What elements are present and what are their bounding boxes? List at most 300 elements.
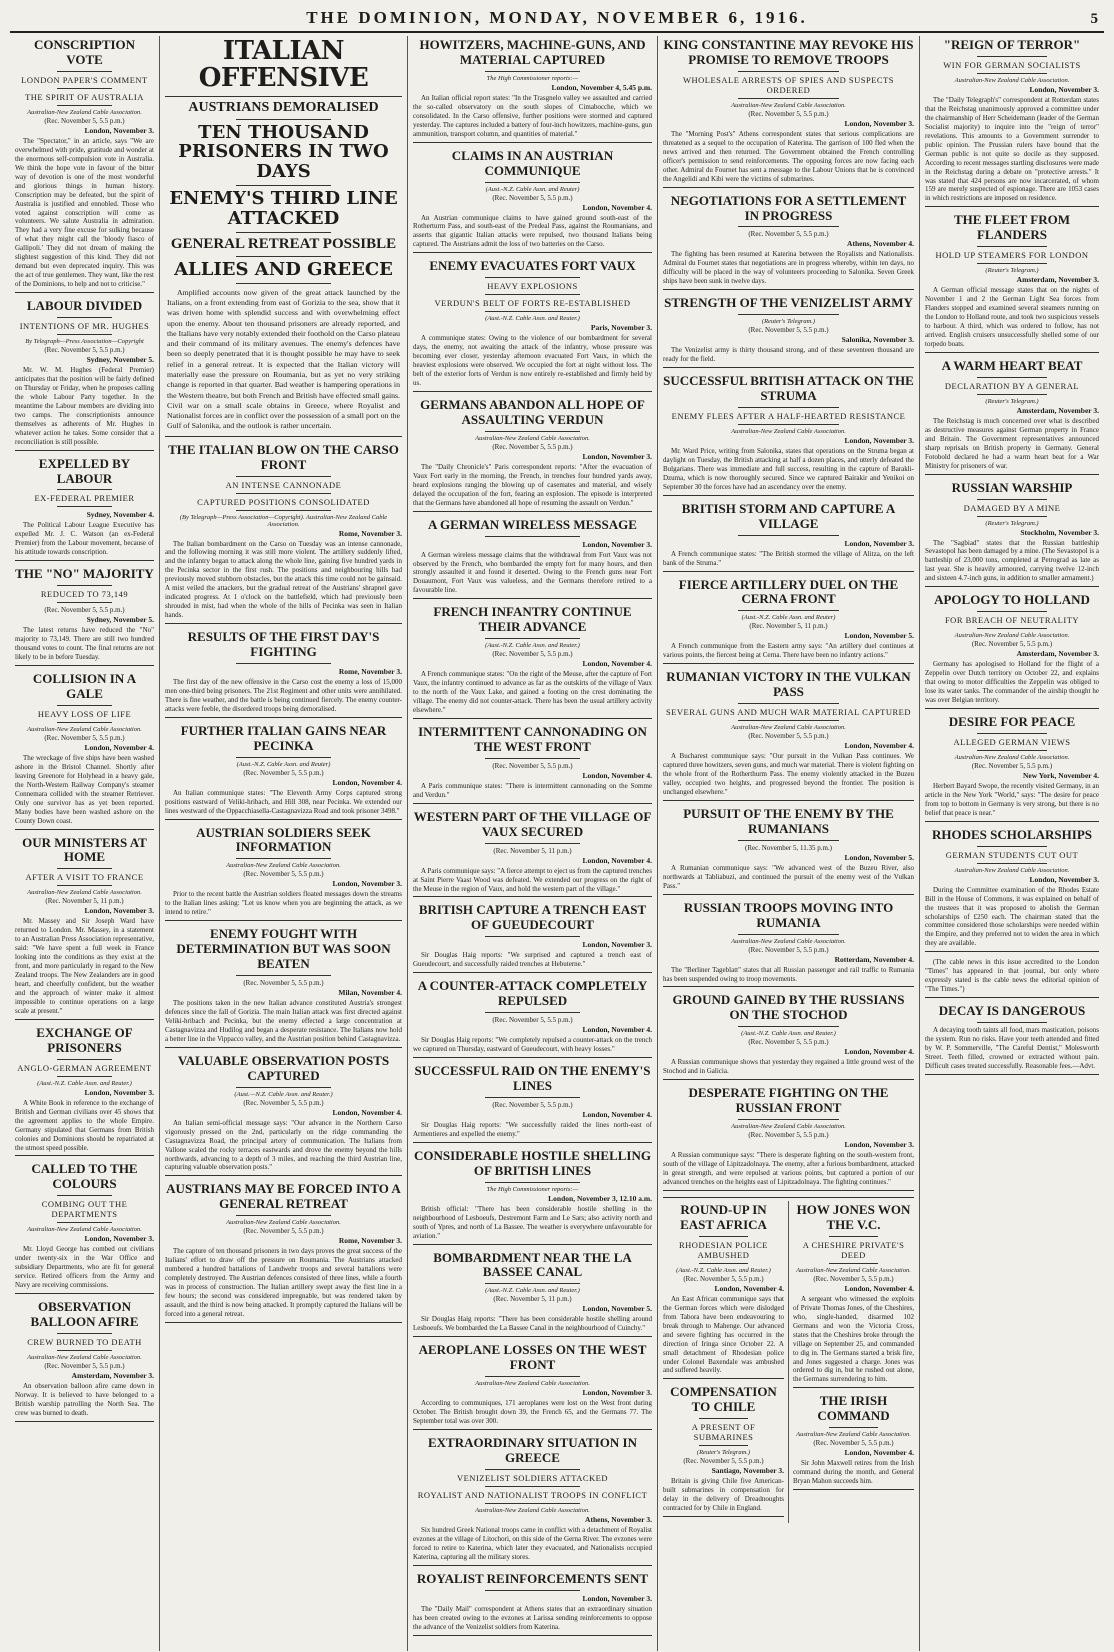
received-time: (Rec. November 5, 5.5 p.m.) <box>243 1098 324 1107</box>
dateline: London, November 4. <box>714 1283 784 1293</box>
article-subheadline: CREW BURNED TO DEATH <box>27 1337 142 1347</box>
article-headline: RESULTS OF THE FIRST DAY'S FIGHTING <box>187 629 380 660</box>
article <box>413 518 652 600</box>
article-headline: AEROPLANE LOSSES ON THE WEST FRONT <box>418 1342 647 1373</box>
dateline: Salonika, November 3. <box>841 335 914 345</box>
dateline: New York, November 4. <box>1022 770 1099 780</box>
dateline: Rotterdam, November 4. <box>834 954 914 964</box>
dateline: London, November 3. <box>582 451 652 461</box>
article-body: A Rumanian communique says: "We advanced west of the Buzeu River, also northwards at Tabliabuzi, and continued the pursuit of the enemy west of the Vulkan Pass." <box>663 863 914 890</box>
twin-left <box>663 1201 789 1523</box>
article <box>663 578 914 665</box>
article-headline: STRENGTH OF THE VENIZELIST ARMY <box>664 295 913 311</box>
article-headline: APOLOGY TO HOLLAND <box>934 592 1090 608</box>
agency-credit: (Aust.-N.Z. Cable Assn. and Reuter) <box>741 614 836 622</box>
article-body: The "Daily Chronicle's" Paris correspondent reports: "After the evacuation of Vaux Fort early in the morning, the French, in trenches four hundred yards away, heard explosions ranging the blowing up of casemates and material, and wisely delayed the occupation of the fort, fearing an explosion. The episode is interpreted that the Germans have abandoned all hope of resuming the assault on Verdun." <box>413 462 652 507</box>
divider <box>793 1489 914 1490</box>
article-body: Herbert Bayard Swope, the recently visited Germany, in an article in the New York "World," says: "The desire for peace from top to bottom in Germany is very strong, but there is no belief that peace is near." <box>925 781 1099 817</box>
article-headline: A WARM HEART BEAT <box>941 357 1083 373</box>
article-subheadline: REDUCED TO 73,149 <box>40 589 129 600</box>
divider <box>738 1119 838 1120</box>
article <box>663 1203 784 1379</box>
article-headline: BRITISH CAPTURE A TRENCH EAST OF GUEUDECOURT <box>418 902 647 933</box>
dateline: London, November 4, 5.45 p.m. <box>551 82 652 92</box>
received-time: (Rec. November 5, 5.5 p.m.) <box>492 650 573 659</box>
article-body: Sir Douglas Haig reports: "We completely repulsed a counter-attack on the trench we captured on Thursday, eastward of Gueudecourt, with heavy losses." <box>413 1036 652 1054</box>
article-body: A White Book in reference to the exchange of British and German civilians over 45 shows that the agreement applies to the whole Empire. Germany stipulated that Germans from British colonies and Dominions should be repatriated at the utmost speed possible. <box>15 1098 154 1152</box>
divider <box>977 863 1047 864</box>
divider <box>413 252 652 253</box>
divider <box>738 314 838 315</box>
article-body: The "Morning Post's" Athens correspondent states that serious complications are threatened as a sequel to the occupation of Katerina. The garrison of 100 fled when the news arrived and then returned. The Government obtained the French controlling officer's permission to send reinforcements. The opposing forces are now facing each other. Admiral du Fournet has sent a message to the Labour Unions that he is convinced the Angelidi and Kibi were the victims of submarines. <box>663 129 914 183</box>
article-body: An Italian communique states: "The Eleventh Army Corps captured strong positions eastward of Veliki-hribach, and Hill 308, near Pecinka. We extended our lines westward of the Oppacchiasella-Castagnavizza Road and took prisoner 3498." <box>165 788 402 815</box>
article-subheadline: WIN FOR GERMAN SOCIALISTS <box>943 59 1081 70</box>
agency-credit: Australian-New Zealand Cable Association. <box>475 1380 590 1388</box>
agency-credit: The High Commissioner reports:— <box>486 74 579 82</box>
dateline: Paris, November 3. <box>590 323 652 333</box>
divider <box>236 757 331 758</box>
divider <box>738 703 838 704</box>
article <box>413 1436 652 1566</box>
article <box>413 38 652 143</box>
article-headline: KING CONSTANTINE MAY REVOKE HIS PROMISE TO REMOVE TROOPS <box>663 37 914 67</box>
article-headline: RUMANIAN VICTORY IN THE VULKAN PASS <box>666 669 911 700</box>
divider <box>15 1019 154 1020</box>
agency-credit: Australian-New Zealand Cable Association. <box>475 434 590 442</box>
divider <box>236 975 331 976</box>
divider <box>413 972 652 973</box>
agency-credit: (Aust.-N.Z. Cable Assn. and Reuter.) <box>741 1030 836 1038</box>
divider <box>413 598 652 599</box>
divider <box>663 1378 784 1379</box>
dateline: London, November 5. <box>844 852 914 862</box>
banner-headline-2: AUSTRIANS DEMORALISED <box>188 99 379 115</box>
article <box>925 213 1099 353</box>
dateline: London, November 3. <box>1029 874 1099 884</box>
dateline: Rome, November 3. <box>338 528 402 538</box>
dateline: Santiago, November 3. <box>711 1466 784 1476</box>
divider <box>413 718 652 719</box>
article-body: During the Committee examination of the Rhodes Estate Bill in the House of Commons, it was explained on behalf of the trustees that it was proposed to abolish the German scholarships of £250 each. The chairman stated that the committee considered those scholarships were needed within the Empire, and they preferred not to widen the area in which they are available. <box>925 885 1099 948</box>
article-subheadline: SEVERAL GUNS AND MUCH WAR MATERIAL CAPTURED <box>665 707 912 718</box>
dateline: London, November 4. <box>582 1109 652 1119</box>
article <box>165 1054 402 1177</box>
agency-credit: Australian-New Zealand Cable Association. <box>731 101 846 109</box>
divider <box>663 800 914 801</box>
received-time: (Rec. November 5, 5.5 p.m.) <box>683 1274 764 1283</box>
received-time: (Rec. November 5, 5.5 p.m.) <box>748 1038 829 1047</box>
article-headline: HOW JONES WON THE V.C. <box>796 1201 911 1232</box>
article-subheadline: A CHESHIRE PRIVATE'S DEED <box>802 1239 905 1260</box>
divider <box>485 1486 581 1487</box>
article-body: A Bucharest communique says: "Our pursuit in the Vulkan Pass continues. We captured three howitzers, seven guns, and much war material. There is violent fighting on the whole front of the Rotherthurm Pass. The enemy violently attacked in the Buzeu valley, occupied two heights, and progressed beyond the frontier. The position is unchanged elsewhere." <box>663 752 915 797</box>
article-headline: COMPENSATION TO CHILE <box>670 1384 777 1415</box>
divider <box>236 1215 331 1216</box>
agency-credit: Australian-New Zealand Cable Association. <box>27 725 142 733</box>
article <box>663 807 914 895</box>
banner-block <box>165 38 402 437</box>
article <box>413 1572 652 1636</box>
article <box>663 194 914 291</box>
divider <box>165 1175 402 1176</box>
divider <box>663 1079 914 1080</box>
received-time: (Rec. November 5, 5.5 p.m.) <box>748 732 829 741</box>
divider <box>413 1336 652 1337</box>
divider <box>663 1190 914 1191</box>
divider <box>925 708 1099 709</box>
divider <box>485 182 581 183</box>
banner-headline-main: ITALIAN OFFENSIVE <box>198 36 369 94</box>
article <box>413 725 652 804</box>
divider <box>57 105 113 106</box>
dateline: Amsterdam, November 3. <box>71 1371 154 1380</box>
dateline: London, November 4. <box>844 1283 914 1293</box>
article-subheadline: ENEMY FLEES AFTER A HALF-HEARTED RESISTANCE <box>671 411 906 421</box>
divider <box>413 1142 652 1143</box>
divider <box>485 311 581 312</box>
divider <box>829 1236 877 1237</box>
article-headline: PURSUIT OF THE ENEMY BY THE RUMANIANS <box>683 805 894 836</box>
article-headline: COLLISION IN A GALE <box>32 671 137 701</box>
divider <box>663 571 914 572</box>
divider <box>977 263 1047 264</box>
banner-headline-3: TEN THOUSAND PRISONERS IN TWO DAYS <box>178 121 389 183</box>
agency-credit: Australian-New Zealand Cable Association. <box>731 428 846 435</box>
received-time: (Rec. November 5, 5.5 p.m.) <box>971 761 1053 770</box>
article-headline: RUSSIAN TROOPS MOVING INTO RUMANIA <box>683 899 894 930</box>
divider <box>485 936 581 937</box>
article-body: A French communique from the Eastern army says: "An artillery duel continues at various points, the fiercest being at Cerna. There have been no infantry actions." <box>663 642 914 660</box>
divider <box>57 1076 113 1077</box>
divider <box>57 885 113 886</box>
divider <box>977 611 1047 612</box>
divider <box>236 283 331 284</box>
dateline: London, November 3. <box>844 118 914 128</box>
article-headline: GERMANS ABANDON ALL HOPE OF ASSAULTING VERDUN <box>420 396 645 427</box>
dateline: London, November 3. <box>582 940 652 950</box>
received-time: (Rec. November 5, 5.5 p.m.) <box>44 733 125 742</box>
article-body: A French communique states: "On the right of the Meuse, after the capture of Fort Vaux, the infantry continued to advance as far as the outskirts of the village of Vaux to the north of the Vaux Lake, and gained a footing on the crest dominating the village. The enemy did not counter-attack. There has been the usual artillery activity elsewhere." <box>413 670 652 715</box>
article-headline: GROUND GAINED BY THE RUSSIANS ON THE STOCHOD <box>672 992 905 1023</box>
divider <box>485 1469 581 1470</box>
divider <box>663 663 914 664</box>
agency-credit: (Reuter's Telegram.) <box>696 1449 751 1457</box>
agency-credit: (Reuter's Telegram.) <box>761 318 816 326</box>
dateline: Sydney, November 4. <box>86 510 154 520</box>
article-headline: THE IRISH COMMAND <box>817 1393 890 1424</box>
divider <box>165 717 402 718</box>
divider <box>236 476 331 477</box>
dateline: Amsterdam, November 3. <box>1016 275 1099 285</box>
received-time: (Rec. November 5, 11 p.m.) <box>493 846 572 855</box>
divider <box>977 56 1047 57</box>
received-time: (Rec. November 5, 5.5 p.m.) <box>44 1362 125 1370</box>
divider <box>663 1197 914 1198</box>
received-time: (Rec. November 5, 5.5 p.m.) <box>813 1439 894 1448</box>
divider <box>413 1635 652 1636</box>
agency-credit: Australian-New Zealand Cable Association. <box>954 753 1070 761</box>
divider <box>485 1283 581 1284</box>
divider <box>699 1263 747 1264</box>
divider <box>57 88 113 89</box>
received-time: (Rec. November 5, 5.5 p.m.) <box>44 116 125 125</box>
article-body: Sir Douglas Haig reports: "There has been considerable hostile shelling around Lesboeufs. We bombarded the La Bassee Canal in the neighbourhood of Cuinchy." <box>413 1315 652 1333</box>
dateline: London, November 3. <box>84 906 154 916</box>
article-body: The Venizelist army is thirty thousand strong, and of these seventeen thousand are ready for the field. <box>663 346 914 364</box>
divider <box>57 1222 113 1223</box>
received-time: (Rec. November 5, 5.5 p.m.) <box>683 1457 764 1466</box>
article-body: The latest returns have reduced the "No" majority to 73,149. There are still two hundred thousand votes to count. The final returns are not likely to be in before Tuesday. <box>15 626 154 662</box>
article <box>663 374 914 496</box>
dateline: London, November 3. <box>582 1388 652 1398</box>
divider <box>165 819 402 820</box>
received-time: (Rec. November 5, 11 p.m.) <box>493 1295 572 1304</box>
agency-credit: Australian-New Zealand Cable Association. <box>954 76 1070 84</box>
divider <box>663 495 914 496</box>
page-number: 5 <box>1090 11 1098 27</box>
article <box>15 1026 154 1157</box>
dateline: London, November 3. <box>582 539 652 549</box>
agency-credit: (Reuter's Telegram.) <box>985 519 1039 527</box>
article-body: An observation balloon afire came down in Norway. It is believed to have belonged to a British warship patrolling the North Sea. The crew was burned to death. <box>15 1382 154 1417</box>
article-headline: FRENCH INFANTRY CONTINUE THEIR ADVANCE <box>433 604 632 635</box>
article-headline: SUCCESSFUL BRITISH ATTACK ON THE STRUMA <box>663 373 914 404</box>
dateline: Sydney, November 5. <box>86 355 154 365</box>
received-time: (Rec. November 5, 5.5 p.m.) <box>243 979 324 988</box>
lead-summary: Amplified accounts now given of the great attack launched by the Italians, on a front extending from east of Gorizia to the sea, show that it was driven home with splendid success and with overwhelming effect upon the enemy. About ten thousand prisoners are already reported, and the Italians have very notably extended their foothold on the Carso plateau and their command of its military avenues. The enemy's defences have been so deeply penetrated that it is thought possible he may have to seek relief in a general retreat. It is expected that the Italian victory will materially ease the pressure on Roumania, but as yet no very striking change is reported in that quarter. Bad weather is hampering operations in the Western theatre, but both French and British have effected small gains. Civil war on a small scale obtains in Greece, where Royalist and Nationalist forces are in conflict over the possession of a small port on the Gulf of Salonika, and the outlook is rather uncertain. <box>167 287 400 431</box>
article-headline: CALLED TO THE COLOURS <box>31 1161 138 1192</box>
article-body: The "Berliner Tageblatt" states that all Russian passenger and rail traffic to Rumania has been suspended owing to troop movements. <box>663 965 914 983</box>
divider <box>793 1387 914 1388</box>
divider <box>977 846 1047 847</box>
divider <box>15 292 154 293</box>
article-headline: WESTERN PART OF THE VILLAGE OF VAUX SECURED <box>413 808 652 839</box>
divider <box>413 1565 652 1566</box>
dateline: London, November 3. <box>844 436 914 445</box>
divider <box>738 424 838 425</box>
divider <box>738 535 838 536</box>
article-headline: HOWITZERS, MACHINE-GUNS, AND MATERIAL CAPTURED <box>419 37 646 67</box>
divider <box>485 1012 581 1013</box>
article <box>925 359 1099 475</box>
article-subheadline: CAPTURED POSITIONS CONSOLIDATED <box>197 496 370 507</box>
agency-credit: Australian-New Zealand Cable Association. <box>731 1123 846 1131</box>
divider <box>485 1590 581 1591</box>
divider <box>57 317 113 318</box>
received-time: (Rec. November 5, 5.5 p.m.) <box>748 945 829 954</box>
article <box>925 715 1099 822</box>
article-body: Six hundred Greek National troops came in conflict with a detachment of Royalist evzones at the village of Litochori, on this side of the Gerna River. The evzones were forced to retire to Katerina, which later they evacuated, and Nationalists occupied Katerina, capturing all the military stores. <box>413 1525 652 1561</box>
article-body: The capture of ten thousand prisoners in two days proves the great success of the Italians' effort to draw off the pressure on Roumania. The Austrians attacked numbered a hundred battalions of Landwehr troops and several battalions were completely destroyed. The Austrian defences consisted of three lines, while a fourth was in process of construction. The Italian artillery swept away the first line in a few hours; the second was considered impregnable, but was rendered taken by assault, and the third is now being attacked. It promptly captured the Italians will be forced into a general retreat. <box>165 1247 402 1318</box>
article-body: A Russian communique shows that yesterday they regained a little ground west of the Stochod and in Galicia. <box>663 1058 914 1076</box>
article-body: Germany has apologised to Holland for the flight of a Zeppelin over Dutch territory on October 22, and explains that owing to motor difficulties the Zeppelin was obliged to lose its water tanks. The commander of the airship thought he was over Belgian territory. <box>925 660 1099 705</box>
agency-credit: (Aust.-N.Z. Cable Assn. and Reuter) <box>236 760 331 768</box>
article <box>663 502 914 572</box>
divider <box>15 1155 154 1156</box>
divider <box>15 450 154 451</box>
article-subheadline: HEAVY LOSS OF LIFE <box>37 708 132 719</box>
dateline: Sydney, November 5. <box>86 615 154 625</box>
divider <box>165 436 402 437</box>
divider <box>829 1427 877 1428</box>
divider <box>236 256 331 257</box>
article-subheadline: WHOLESALE ARRESTS OF SPIES AND SUSPECTS ORDERED <box>682 74 895 95</box>
column-4 <box>658 36 920 1651</box>
article-subheadline: LONDON PAPER'S COMMENT <box>21 74 148 85</box>
article-headline: FIERCE ARTILLERY DUEL ON THE CERNA FRONT <box>678 576 899 607</box>
received-time: (Rec. November 5, 5.5 p.m.) <box>243 1227 324 1236</box>
article-body: Sir Douglas Haig reports: "We surprised and captured a trench east of Gueudecourt, and successfully raided trenches at Hebuterne." <box>413 951 652 969</box>
article-headline: ROUND-UP IN EAST AFRICA <box>680 1201 767 1232</box>
divider <box>413 142 652 143</box>
received-time: (Rec. November 5, 5.5 p.m.) <box>748 1131 829 1140</box>
article <box>925 38 1099 207</box>
dateline: Milan, November 4. <box>338 988 402 998</box>
agency-credit: Australian-New Zealand Cable Association. <box>731 724 846 732</box>
article-body: The positions taken in the new Italian advance constituted Austria's strongest defences since the fall of Gorizia. The main Italian attack was first directed against Veliki-hribach and Pecinka, but the enemy effected a large concentration at Castagnavizza and Hudilog and began a desperate resistance. The Italians now hold a better line in the Vippacco valley, and the Austrian position behind Castagnavizza. <box>165 999 402 1043</box>
article-body: The first day of the new offensive in the Carso cost the enemy a loss of 15,000 men one-third being prisoners. The 21st Regiment and other units were annihilated. There is fine weather, and the battle is being continued fiercely. The enemy counter-attacks were feeble, the disordered troops being demoralised. <box>165 677 402 713</box>
received-time: (Rec. November 5, 5.5 p.m.) <box>492 193 573 202</box>
divider <box>977 1022 1047 1023</box>
article-subheadline: ROYALIST AND NATIONALIST TROOPS IN CONFLICT <box>417 1489 648 1500</box>
article-body: The Reichstag is much concerned over what is described as destructive measures against German property in France and Britain. The Government representatives announced sharp reprisals on British property in Germany. General Fotobold declared he had a warm heart beat for a War Ministry for prisoners of war. <box>925 416 1099 470</box>
article <box>413 149 652 254</box>
article-body: A German wireless message claims that the withdrawal from Fort Vaux was not observed by the French, who bombarded the empty fort for many hours, and then strongly assaulted it and found it deserted. Owing to the French guns near Fort Douaumont, Fort Vaux was valueless, and the Germans therefore retired to a favourable line. <box>413 550 652 595</box>
divider <box>57 1059 113 1060</box>
dateline: Rome, November 3. <box>338 1236 402 1246</box>
divider <box>485 758 581 759</box>
article-subheadline: VERDUN'S BELT OF FORTS RE-ESTABLISHED <box>434 298 631 309</box>
article <box>413 1064 652 1143</box>
agency-credit: Australian-New Zealand Cable Association. <box>27 1354 142 1361</box>
dateline: Rome, November 3. <box>338 666 402 676</box>
article-subheadline: RHODESIAN POLICE AMBUSHED <box>679 1239 768 1260</box>
divider <box>977 377 1047 378</box>
article-body: (The cable news in this issue accredited to the London "Times" has appeared in that journal, but only where expressly stated is the cable news the editorial opinion of "The Times.") <box>925 958 1099 994</box>
article-subheadline: VENIZELIST SOLDIERS ATTACKED <box>456 1472 609 1483</box>
column-2-articles <box>165 443 402 1323</box>
article-body: The "Daily Telegraph's" correspondent at Rotterdam states that the Reichstag unanimously approved a committee under the chairmanship of Herr Scheidemann (leader of the German Socialist majority) to inquire into the "reign of terror" revelations. This amounts to a Government surrender to public opinion. The Prussian rulers have bound that the German public is not quite so docile as they supposed. According to recent messages startling disclosures were made in the Reichstag during a debate on "protective arrests." It was stated that 424 persons are now incarcerated, of whom 159 are merely suspected of espionage. There are 1053 cases in which restrictions are imposed on residence. <box>925 95 1099 203</box>
article <box>15 567 154 666</box>
article-subheadline: COMBING OUT THE DEPARTMENTS <box>41 1199 128 1220</box>
dateline: London, November 4. <box>844 1448 914 1458</box>
received-time: (Rec. November 5, 5.5 p.m.) <box>243 870 324 879</box>
received-time: (Rec. November 5, 5.5 p.m.) <box>748 230 829 239</box>
divider <box>485 1503 581 1504</box>
dateline: London, November 3. <box>84 125 154 135</box>
dateline: London, November 3. <box>332 879 402 889</box>
article-body: An Italian official report states: "In the Trasgnelo valley we assaulted and carried the so-called observatory on the south slopes of Cimabocche, which we consolidated. In the Carso offensive, further positions were stormed and captured yesterday. The captures included a battery of four-inch howitzers, machine-guns, gun ammunition, transport column, and quantities of material." <box>413 93 652 138</box>
article-headline: RUSSIAN WARSHIP <box>951 479 1073 495</box>
dateline: London, November 4. <box>844 741 914 751</box>
divider <box>236 232 331 233</box>
columns <box>10 36 1104 1651</box>
article-body: The "Spectator," in an article, says "We are overwhelmed with pride, gratitude and wonder at the enormous self-compulsion vote in Australia. We think the hope vote in favour of the bitter way of devotion is one of the most wonderful and glorious things in human history. Conscription may be defeated, but the spirit of Australia is justified and ennobled. Those who voted against conscription will come as volunteers. We salute Australia in admiration. They had a very fine excuse for sulking because of what they might call the 'bloody fiasco of Gallipoli.' They did not dream of making the slightest suggestion of this kind. They did not demand but even deprecated inquiry. This was the act of true gentlemen. They want, like the rest of the Dominions, to help and not to criticise." <box>15 136 154 289</box>
divider <box>738 98 838 99</box>
article <box>165 443 402 624</box>
article <box>413 259 652 392</box>
agency-credit: Australian-New Zealand Cable Association. <box>226 862 341 870</box>
agency-credit: (Aust.-N.Z. Cable Assn. and Reuter.) <box>676 1266 771 1274</box>
dateline: London, November 5. <box>582 1304 652 1314</box>
divider <box>57 602 113 603</box>
article <box>413 398 652 512</box>
divider <box>236 510 331 511</box>
article-body: The wreckage of five ships have been washed ashore in the Bristol Channel. Shortly after leaving Greenore for Holyhead in a heavy gale, the North-Western Railway Company's steamer Connemara collided with the steamer Retriever. Only one survivor has as yet been reported. Many bodies have been washed ashore on the County Down coast. <box>15 753 154 825</box>
dateline: London, November 5. <box>844 631 914 641</box>
article-headline: LABOUR DIVIDED <box>26 298 143 314</box>
agency-credit: Australian-New Zealand Cable Association. <box>27 108 142 116</box>
article-headline: NEGOTIATIONS FOR A SETTLEMENT IN PROGRESS <box>670 192 907 223</box>
article-headline: THE FLEET FROM FLANDERS <box>953 212 1071 243</box>
article-headline: AUSTRIANS MAY BE FORCED INTO A GENERAL RETREAT <box>166 1181 401 1212</box>
column-4-articles <box>663 38 914 1191</box>
divider <box>925 997 1099 998</box>
divider <box>15 1421 154 1422</box>
article-headline: ROYALIST REINFORCEMENTS SENT <box>416 1570 649 1586</box>
article-body: A Russian communique says: "There is desperate fighting on the south-western front, south of the village of Lipitzadolnaya. The enemy, after a furious bombardment, attacked in great strength, and were repulsed at various points, but captured a portion of our advanced trenches on the heights east of Lipitzadolnaya. The fighting continues." <box>663 1151 914 1186</box>
divider <box>57 705 113 706</box>
article <box>413 1251 652 1338</box>
divider <box>977 750 1047 751</box>
article-body: Mr. Lloyd George has combed out civilians under twenty-six in the War Office and subsidiary Departments, who are fit for general service. Retired officers from the Army and Navy are receiving commissions. <box>15 1245 154 1290</box>
divider <box>699 1418 747 1419</box>
article-body: The "Sagbiad" states that the Russian battleship Sevastopol has been damaged by a mine. (The Sevastopol is a battleship of 23,000 tons, completed at Petrograd as late as last year. She is heavily armoured, carrying twelve 12-inch and sixteen 4.7-inch guns, in addition to smaller armament.) <box>925 538 1099 583</box>
divider <box>413 1429 652 1430</box>
divider <box>413 1057 652 1058</box>
column-1 <box>10 36 160 1651</box>
received-time: (Rec. November 5, 5.5 p.m.) <box>243 768 324 777</box>
agency-credit: (By Telegraph—Press Association—Copyright). Australian-New Zealand Cable Association. <box>179 513 388 528</box>
received-time: (Rec. November 5, 11 p.m.) <box>749 622 828 631</box>
article <box>413 810 652 898</box>
article-headline: DESIRE FOR PEACE <box>948 713 1076 729</box>
received-time: (Rec. November 5, 5.5 p.m.) <box>44 346 125 355</box>
article-headline: EXPELLED BY LABOUR <box>38 455 131 486</box>
column-3 <box>408 36 658 1651</box>
article <box>165 826 402 922</box>
article-headline: A COUNTER-ATTACK COMPLETELY REPULSED <box>417 978 648 1009</box>
article <box>15 457 154 562</box>
article <box>663 1086 914 1191</box>
article-subheadline: INTENTIONS OF MR. HUGHES <box>19 321 150 332</box>
article-headline: AUSTRIAN SOLDIERS SEEK INFORMATION <box>196 824 371 855</box>
article <box>165 724 402 820</box>
article-body: Prior to the recent battle the Austrian soldiers floated messages down the streams to the Italian lines asking: "Let us know when you are beginning the attack, as we intend to retire." <box>165 890 402 917</box>
divider <box>738 840 838 841</box>
divider <box>413 803 652 804</box>
divider <box>738 1026 838 1027</box>
agency-credit: (Aust.-N.Z. Cable Assn. and Reuter.) <box>37 1079 132 1087</box>
article-headline: OUR MINISTERS AT HOME <box>22 834 147 865</box>
dateline: Amsterdam, November 3. <box>1016 649 1099 659</box>
article-subheadline: EX-FEDERAL PREMIER <box>34 493 135 504</box>
divider <box>485 638 581 639</box>
divider <box>663 986 914 987</box>
divider <box>165 96 402 97</box>
article-body: An Italian semi-official message says: "Our advance in the Northern Carso vigorously pressed on the 2nd, particularly on the ridge commanding the Castagnavizza Road, the principal artery of communication. The Italians from Vallone scaled the rocky terraces eastwards and drove the enemy beyond the hills northwards, advancing to a depth of 3 miles, and reaching the third Austrian line, capturing valuable observation posts." <box>165 1118 402 1172</box>
divider <box>413 511 652 512</box>
article-subheadline: HEAVY EXPLOSIONS <box>487 281 578 292</box>
article-headline: OBSERVATION BALLOON AFIRE <box>30 1299 139 1330</box>
divider <box>977 733 1047 734</box>
article <box>15 299 154 451</box>
divider <box>738 934 838 935</box>
article <box>925 481 1099 588</box>
divider <box>57 489 113 490</box>
dateline: Athens, November 4. <box>847 239 914 249</box>
article-body: A French communique states: "The British stormed the village of Alitza, on the left bank of the Struma." <box>663 549 914 567</box>
